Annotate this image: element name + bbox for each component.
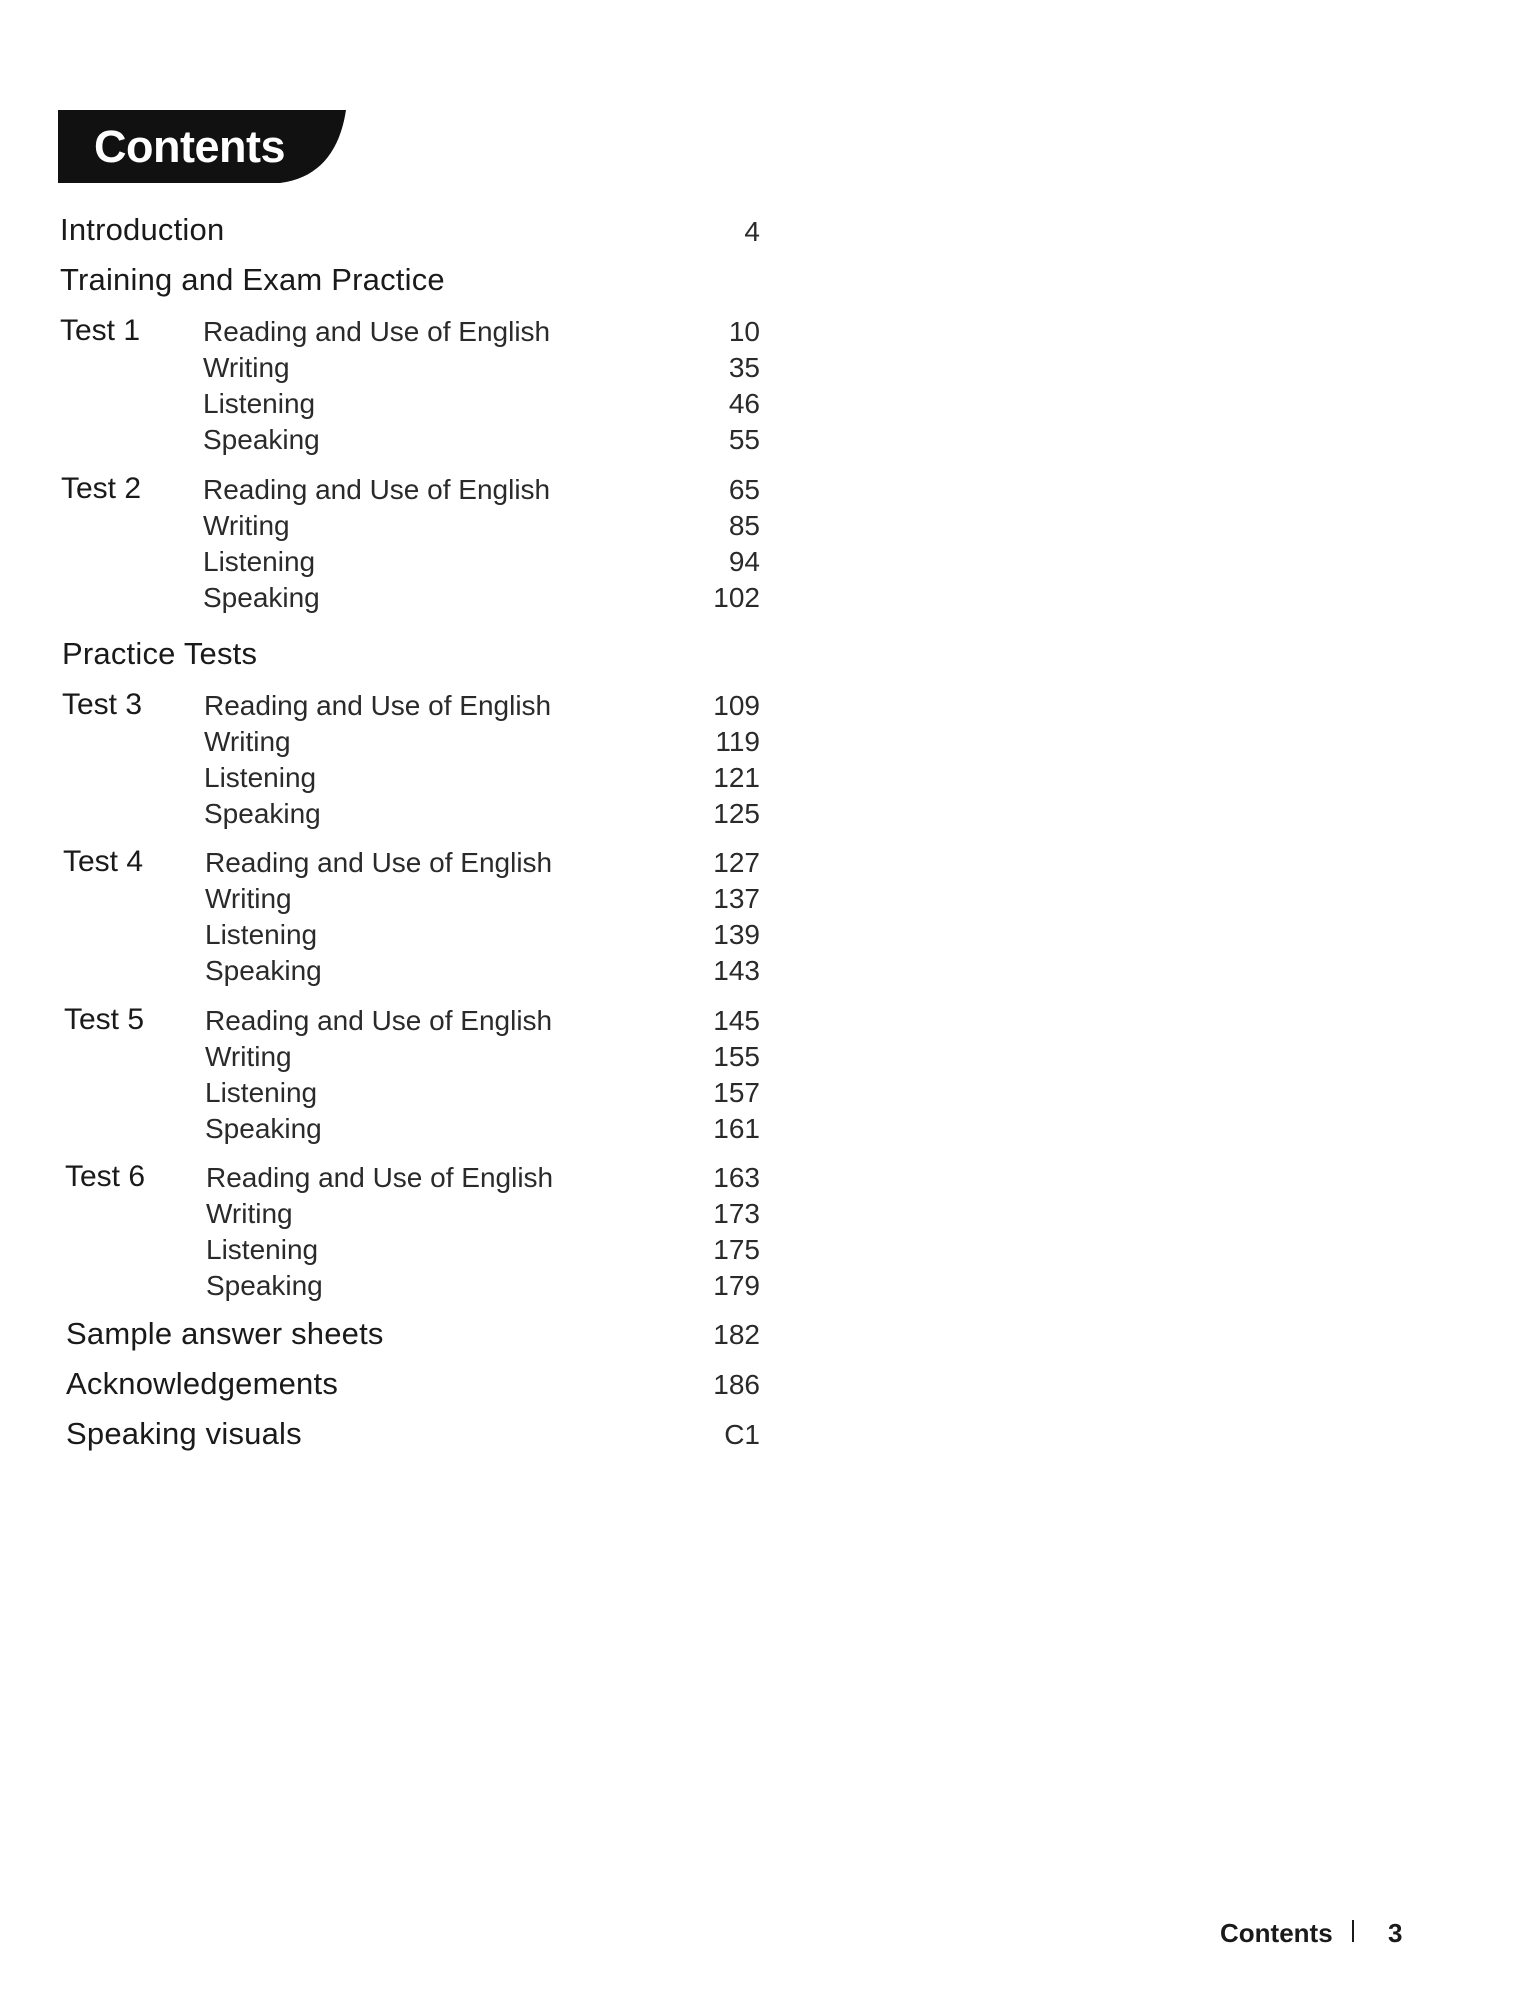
toc-page-number: 173: [713, 1198, 760, 1229]
toc-section-name: Writing: [203, 510, 290, 541]
toc-page-number: 102: [713, 582, 760, 613]
toc-section-name: Reading and Use of English: [203, 474, 551, 505]
toc-test-label: Test 2: [61, 472, 142, 505]
toc-page-number: 179: [713, 1270, 760, 1301]
toc-page-number: 127: [713, 847, 760, 878]
toc-page-number: 161: [713, 1113, 760, 1144]
page-title: Contents: [94, 121, 285, 172]
toc-section-name: Writing: [206, 1198, 293, 1229]
toc-section-name: Listening: [205, 919, 318, 950]
toc-row-test-5-speaking: [0, 1111, 760, 1151]
toc-row-test-4-speaking: [0, 953, 760, 993]
toc-page-number: 143: [713, 955, 760, 986]
toc-test-label: Test 1: [60, 314, 141, 347]
toc-row-test-1-writing: [0, 350, 760, 390]
toc-heading-acknowledgements: Acknowledgements: [66, 1366, 339, 1401]
toc-section-name: Reading and Use of English: [204, 690, 552, 721]
toc-row-test-4-writing: [0, 881, 760, 921]
footer-section-label: Contents: [1220, 1918, 1333, 1948]
toc-page-number: 119: [715, 726, 760, 757]
toc-row-test-2-writing: [0, 508, 760, 548]
toc-section-name: Listening: [206, 1234, 319, 1265]
toc-section-name: Writing: [205, 1041, 292, 1072]
toc-row-test-6-writing: [0, 1196, 760, 1236]
toc-test-label: Test 4: [63, 845, 144, 878]
toc-row-test-2-speaking: [0, 580, 760, 620]
toc-row-test-2-reading: [0, 472, 760, 512]
footer-page-number: 3: [1388, 1918, 1403, 1948]
toc-section-name: Speaking: [203, 424, 320, 455]
toc-row-speaking-visuals: [0, 1416, 760, 1456]
toc-row-test-4-reading: [0, 845, 760, 885]
toc-heading-training: Training and Exam Practice: [60, 262, 445, 297]
toc-page-number: 186: [713, 1369, 760, 1400]
toc-section-name: Writing: [203, 352, 290, 383]
toc-row-test-3-writing: [0, 724, 760, 764]
toc-section-name: Speaking: [205, 955, 322, 986]
toc-page-number: 4: [744, 216, 760, 247]
toc-page-number: 145: [713, 1005, 760, 1036]
footer-divider: [1352, 1920, 1354, 1942]
toc-page-number: 137: [713, 883, 760, 914]
toc-row-introduction: [0, 212, 760, 252]
toc-heading-sample-answer-sheets: Sample answer sheets: [66, 1316, 384, 1351]
toc-row-test-6-reading: [0, 1160, 760, 1200]
toc-page-number: 163: [713, 1162, 760, 1193]
toc-page-number: 55: [728, 424, 760, 455]
toc-row-test-2-listening: [0, 544, 760, 584]
toc-row-test-3-speaking: [0, 796, 760, 836]
toc-page-number: 182: [713, 1319, 760, 1350]
toc-row-test-6-speaking: [0, 1268, 760, 1308]
toc-section-name: Speaking: [203, 582, 320, 613]
toc-page-number: 94: [728, 546, 760, 577]
toc-row-test-3-reading: [0, 688, 760, 728]
toc-section-name: Reading and Use of English: [206, 1162, 554, 1193]
toc-section-name: Reading and Use of English: [203, 316, 551, 347]
toc-page-number: 121: [713, 762, 760, 793]
toc-section-name: Writing: [205, 883, 292, 914]
toc-row-test-5-listening: [0, 1075, 760, 1115]
toc-page-number: 35: [728, 352, 760, 383]
toc-page-number: 175: [713, 1234, 760, 1265]
toc-test-label: Test 5: [64, 1003, 145, 1036]
toc-section-name: Listening: [205, 1077, 318, 1108]
toc-section-name: Speaking: [204, 798, 321, 829]
toc-page-number: 125: [713, 798, 760, 829]
toc-row-test-3-listening: [0, 760, 760, 800]
toc-page-number: 65: [728, 474, 760, 505]
toc-row-test-5-reading: [0, 1003, 760, 1043]
toc-test-label: Test 3: [62, 688, 143, 721]
toc-row-practice-heading: [0, 636, 760, 676]
toc-section-name: Reading and Use of English: [205, 847, 553, 878]
toc-page-number: C1: [724, 1419, 760, 1450]
toc-page-number: 139: [713, 919, 760, 950]
toc-row-training-heading: [0, 262, 760, 302]
toc-row-test-4-listening: [0, 917, 760, 957]
page-footer: [1150, 1918, 1410, 1958]
toc-section-name: Reading and Use of English: [205, 1005, 553, 1036]
toc-section-name: Listening: [204, 762, 317, 793]
toc-section-name: Speaking: [205, 1113, 322, 1144]
toc-row-sample-answer-sheets: [0, 1316, 760, 1356]
toc-row-test-1-reading: [0, 314, 760, 354]
contents-title-banner: [58, 110, 346, 183]
toc-section-name: Listening: [203, 546, 316, 577]
toc-heading-speaking-visuals: Speaking visuals: [66, 1416, 302, 1451]
toc-page-number: 157: [713, 1077, 760, 1108]
toc-page-number: 109: [713, 690, 760, 721]
toc-heading-practice: Practice Tests: [62, 636, 258, 671]
toc-row-test-5-writing: [0, 1039, 760, 1079]
toc-page-number: 10: [728, 316, 760, 347]
toc-row-acknowledgements: [0, 1366, 760, 1406]
toc-test-label: Test 6: [65, 1160, 146, 1193]
toc-row-test-1-speaking: [0, 422, 760, 462]
toc-section-name: Listening: [203, 388, 316, 419]
toc-row-test-1-listening: [0, 386, 760, 426]
toc-section-name: Speaking: [206, 1270, 323, 1301]
toc-page-number: 85: [728, 510, 760, 541]
toc-page-number: 155: [713, 1041, 760, 1072]
toc-heading-introduction: Introduction: [60, 212, 225, 247]
toc-row-test-6-listening: [0, 1232, 760, 1272]
toc-section-name: Writing: [204, 726, 291, 757]
toc-page-number: 46: [728, 388, 760, 419]
